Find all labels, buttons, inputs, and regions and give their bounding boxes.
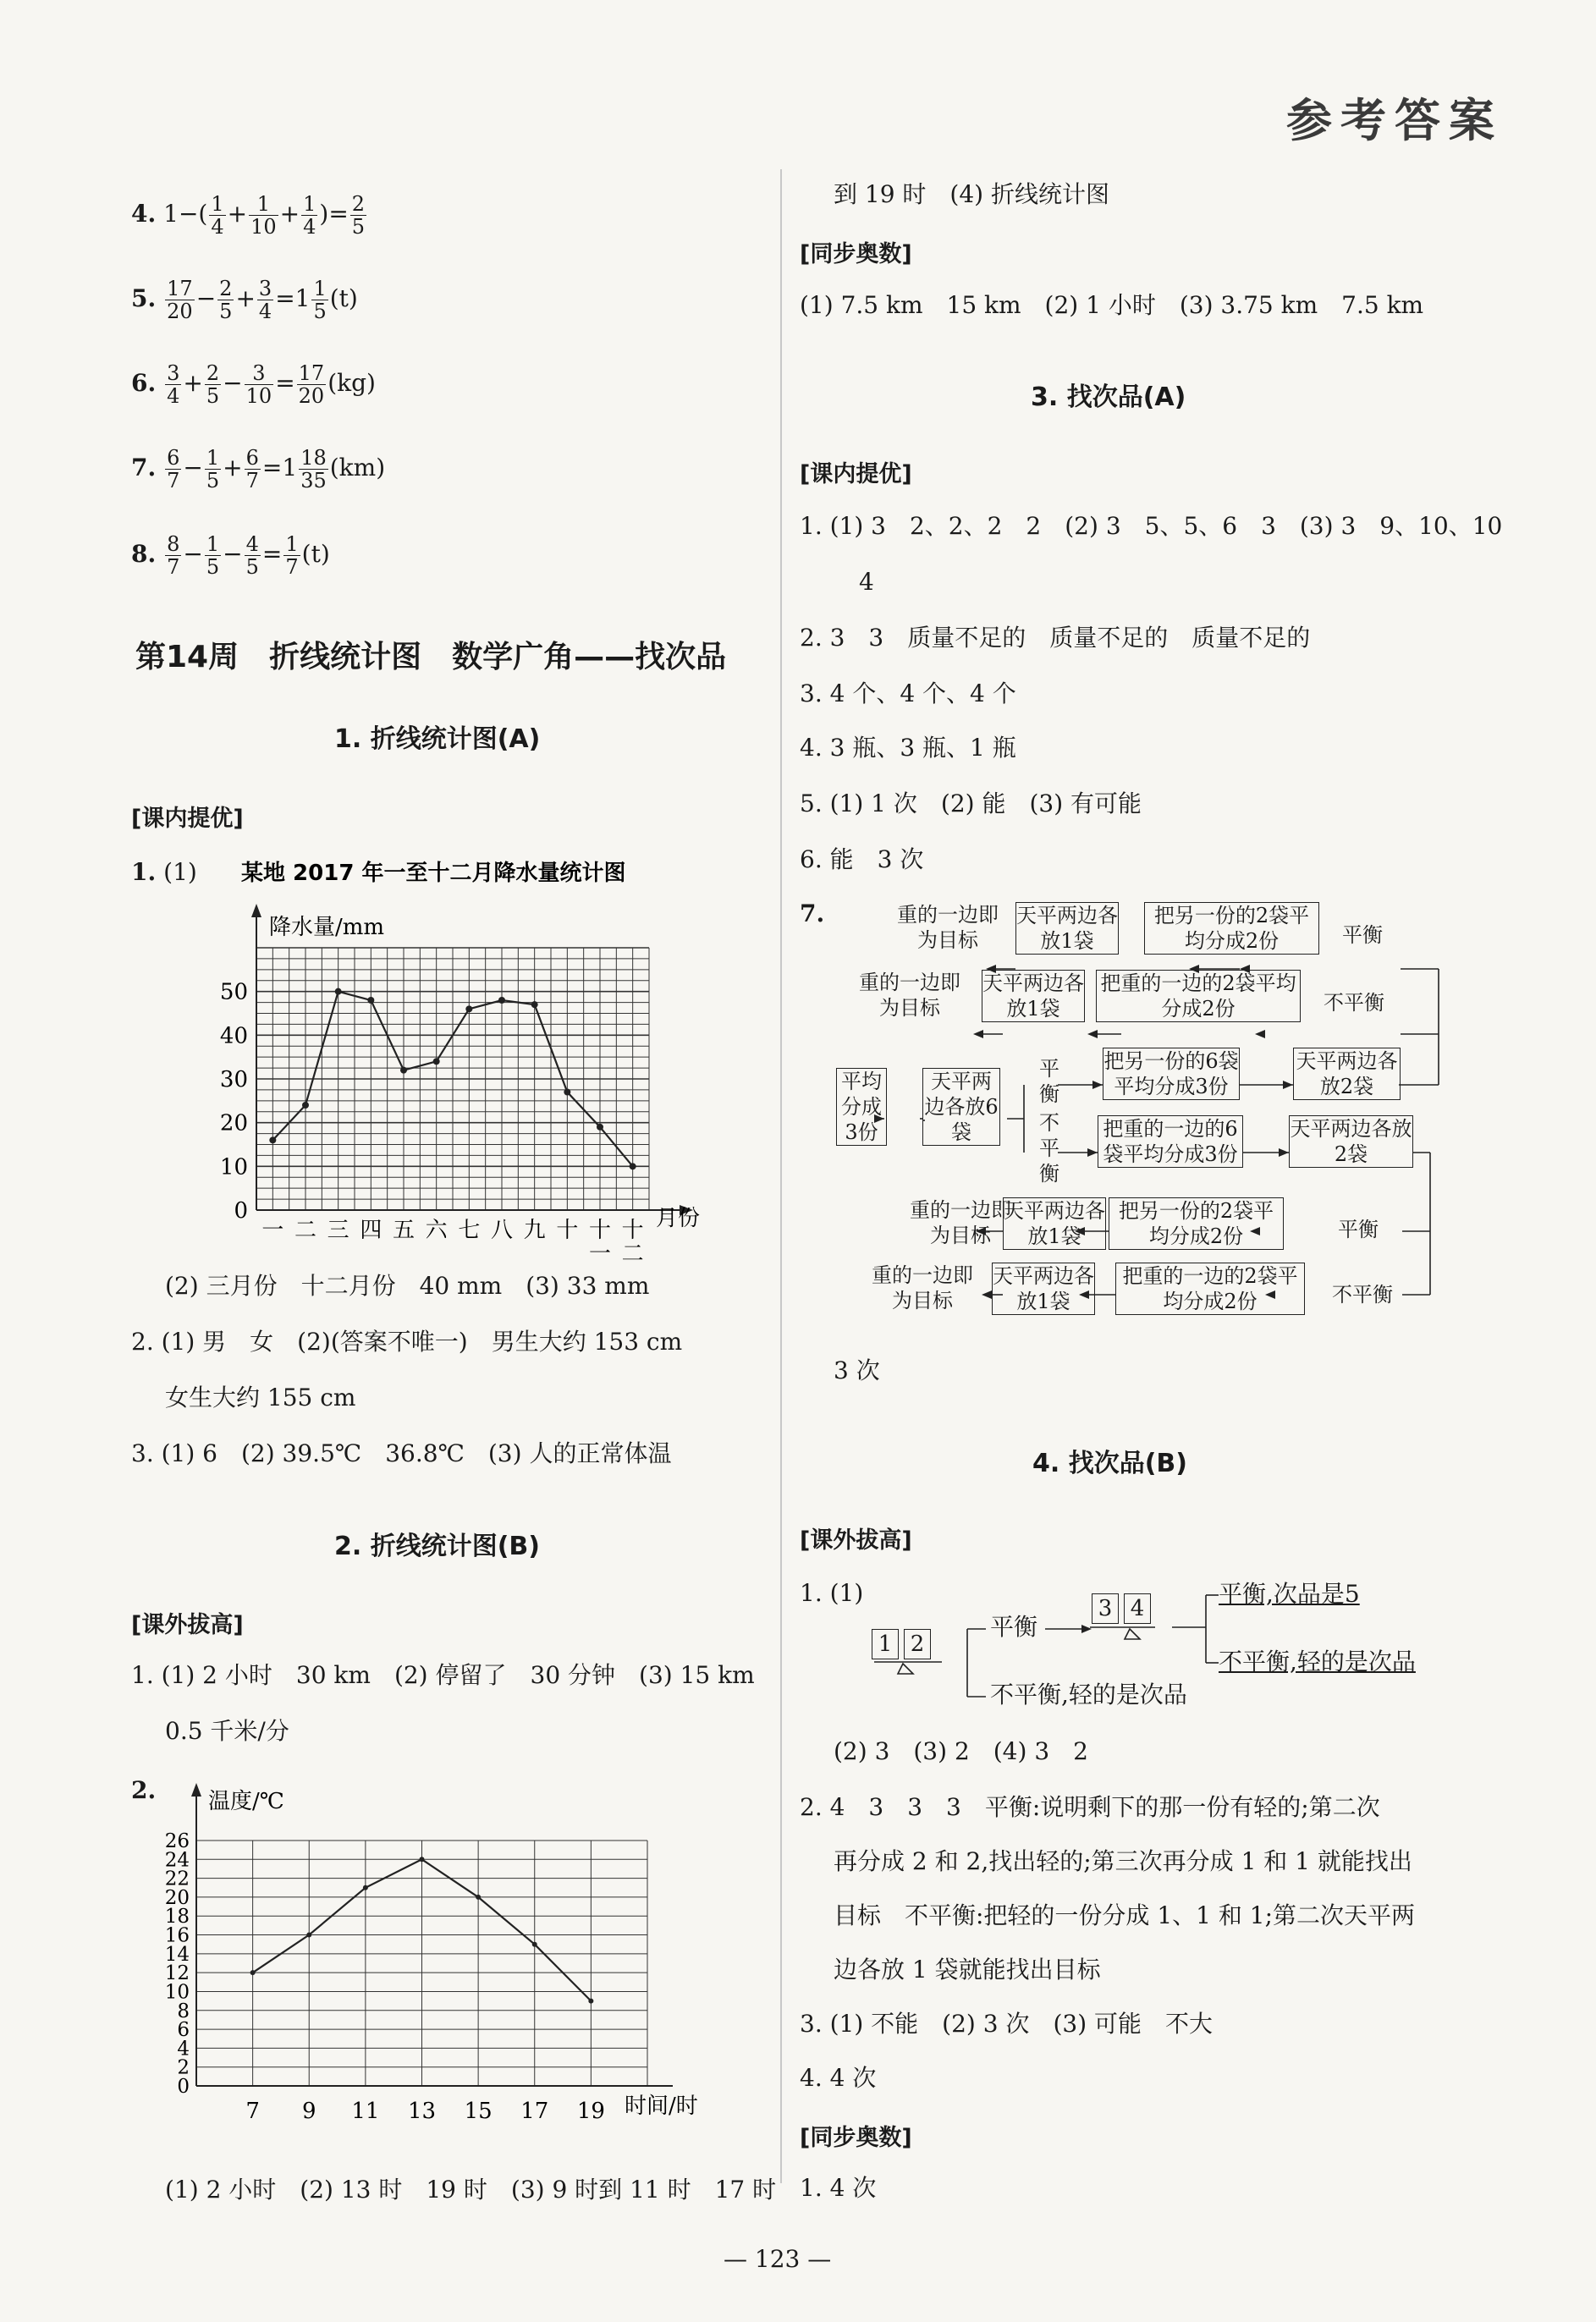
data-point [269, 1136, 276, 1143]
rainfall-line-chart [199, 855, 740, 1267]
sync-answer: (1) 7.5 km 15 km (2) 1 小时 (3) 3.75 km 7.5 km [800, 291, 1424, 319]
x-tick-label: 六 [425, 1218, 448, 1243]
sec2-q1-line1: 1. (1) 2 小时 30 km (2) 停留了 30 分钟 (3) 15 km [131, 1661, 755, 1689]
chart-axes [251, 904, 693, 1215]
y-tick-label: 22 [164, 1868, 190, 1890]
x-tick-label: 十一 [588, 1218, 612, 1267]
data-point [630, 1163, 636, 1169]
y-tick-label: 20 [219, 1110, 248, 1136]
x-tick-label: 八 [490, 1218, 514, 1243]
y-tick-label: 6 [177, 2019, 190, 2042]
y-tick-label: 0 [234, 1198, 248, 1224]
flow-each-1-box-3: 天平两边各放1袋 [1004, 1199, 1105, 1248]
chart-axes [191, 1783, 673, 2086]
y-tick-label: 30 [219, 1067, 248, 1092]
sec4-q1-rest: (2) 3 (3) 2 (4) 3 2 [834, 1737, 1088, 1765]
bag-box-3: 3 [1092, 1593, 1119, 1624]
y-tick-label: 18 [164, 1906, 190, 1929]
data-point [363, 1885, 368, 1890]
x-tick-label: 19 [576, 2099, 605, 2124]
answer-q7: 7. $\frac{6}{7}$ − $\frac{1}{5}$ + $\frac{6}{7}$ =1 $\frac{18}{35}$ (km) [131, 446, 386, 492]
flow-each-2-box-a: 天平两边各放2袋 [1293, 1048, 1401, 1100]
sec1-q3: 3. (1) 6 (2) 39.5℃ 36.8℃ (3) 人的正常体温 [131, 1439, 672, 1467]
answer-q8: 8. $\frac{8}{7}$ − $\frac{1}{5}$ − $\frac{4}{5}$ = $\frac{1}{7}$ (t) [131, 532, 330, 579]
y-tick-label: 14 [164, 1943, 190, 1966]
sec4-q2-line1: 2. 4 3 3 3 平衡:说明剩下的那一份有轻的;第二次 [800, 1793, 1380, 1821]
flow-each-1-box-1: 天平两边各放1袋 [1016, 904, 1118, 953]
x-tick-labels [261, 1218, 643, 1267]
y-tick-label: 40 [219, 1023, 248, 1049]
sec2-q1-line2: 0.5 千米/分 [165, 1717, 289, 1745]
flow-each-2-box-b: 天平两边各放2袋 [1290, 1117, 1412, 1166]
data-point [597, 1124, 603, 1131]
x-tick-label: 一 [261, 1218, 284, 1243]
sec3-q1-line1: 1. (1) 3 2、2、2 2 (2) 3 5、5、6 3 (3) 3 9、10、10 [800, 512, 1503, 540]
section-tag: [同步奥数] [800, 2125, 912, 2151]
data-point [433, 1058, 440, 1065]
y-axis-arrow [251, 904, 261, 917]
section-title-find-defective-b: 4. 找次品(B) [1032, 1449, 1188, 1478]
sec3-q1-line2: 4 [859, 568, 874, 596]
chart-grid [196, 1841, 647, 2086]
section-tag: [课外拔高] [131, 1612, 244, 1638]
x-tick-label: 三 [327, 1218, 349, 1243]
page-number: — 123 — [724, 2245, 832, 2273]
x-tick-label: 十 [556, 1218, 579, 1243]
flow-target-4: 重的一边即为目标 [872, 1263, 973, 1312]
sec4-q2-line3: 目标 不平衡:把轻的一份分成 1、1 和 1;第二次天平两 [834, 1901, 1416, 1929]
y-tick-label: 24 [164, 1849, 190, 1872]
data-point [588, 1999, 593, 2004]
sec4-q4: 4. 4 次 [800, 2064, 877, 2092]
y-tick-label: 26 [164, 1830, 190, 1852]
y-tick-label: 20 [164, 1886, 190, 1909]
bag-box-2: 2 [904, 1629, 931, 1659]
x-tick-label: 四 [360, 1218, 382, 1243]
data-point [476, 1895, 481, 1900]
sec1-q1-2: (2) 三月份 十二月份 40 mm (3) 33 mm [165, 1272, 650, 1300]
x-tick-label: 7 [245, 2099, 260, 2124]
flow-target-1: 重的一边即为目标 [897, 903, 999, 952]
q1-result-unbalance: 不平衡,轻的是次品 [1219, 1648, 1416, 1675]
y-tick-label: 50 [219, 979, 248, 1005]
flow-split-other-2-box-1: 把另一份的2袋平均分成2份 [1144, 902, 1319, 955]
y-tick-label: 10 [164, 1981, 190, 2004]
data-point [367, 997, 374, 1004]
y-tick-label: 4 [177, 2038, 190, 2061]
bag-box-1: 1 [872, 1629, 899, 1659]
x-tick-labels [245, 2099, 605, 2124]
answer-q6: 6. $\frac{3}{4}$ + $\frac{2}{5}$ − $\frac{3}{10}$ = $\frac{17}{20}$ (kg) [131, 361, 376, 408]
q1-label: 1. (1) [131, 858, 197, 886]
q1-unbalance-label: 不平衡,轻的是次品 [990, 1681, 1187, 1708]
answer-q4: 4. 1−( $\frac{1}{4}$ + $\frac{1}{10}$ + $\frac{1}{4}$ )= $\frac{2}{5}$ [131, 192, 366, 239]
answer-q5: 5. $\frac{17}{20}$ − $\frac{2}{5}$ + $\frac{3}{4}$ =1 $\frac{1}{5}$ (t) [131, 277, 358, 323]
x-tick-label: 二 [294, 1218, 317, 1243]
flow-split-heavy-2-box-1: 把重的一边的2袋平均分成2份 [1096, 970, 1301, 1022]
x-tick-label: 五 [392, 1218, 416, 1243]
sec3-q5: 5. (1) 1 次 (2) 能 (3) 有可能 [800, 790, 1142, 817]
data-point [250, 1970, 256, 1975]
flow-target-2: 重的一边即为目标 [859, 971, 960, 1020]
section-title-line-chart-a: 1. 折线统计图(A) [334, 724, 541, 754]
data-point [564, 1089, 570, 1096]
flow-each-1-box-2: 天平两边各放1袋 [982, 971, 1084, 1021]
sec3-q6: 6. 能 3 次 [800, 845, 924, 873]
flow-each-1-box-4: 天平两边各放1袋 [993, 1264, 1094, 1313]
data-point [335, 988, 342, 995]
chart-grid [256, 948, 649, 1210]
flow-unbalance-label: 不平衡 [1324, 991, 1384, 1015]
x-tick-label: 九 [523, 1218, 546, 1243]
flow-balance-label-2: 平衡 [1338, 1218, 1379, 1241]
data-point [465, 1005, 472, 1012]
week-title: 第14周 折线统计图 数学广角——找次品 [135, 640, 727, 674]
sec1-q2-line1: 2. (1) 男 女 (2)(答案不唯一) 男生大约 153 cm [131, 1328, 683, 1356]
y-tick-label: 8 [177, 2000, 190, 2022]
flow-target-3: 重的一边即为目标 [910, 1198, 1011, 1247]
flow-weigh-box: 天平两边各放6袋 [922, 1068, 1000, 1146]
q1-balance-label: 平衡 [990, 1613, 1038, 1641]
flow-unbalance-label-2: 不平衡 [1332, 1283, 1393, 1307]
flow-start-box: 平均分成3份 [836, 1068, 887, 1146]
sec4-q1-label: 1. (1) [800, 1579, 864, 1607]
y-axis-arrow [191, 1783, 201, 1797]
sec2-q2-answer: (1) 2 小时 (2) 13 时 19 时 (3) 9 时到 11 时 17 时 [165, 2176, 777, 2204]
sec3-q2: 2. 3 3 质量不足的 质量不足的 质量不足的 [800, 624, 1311, 652]
x-tick-label: 17 [520, 2099, 549, 2124]
section-tag: [同步奥数] [800, 241, 912, 267]
data-point [400, 1067, 407, 1074]
flow-balance-label: 平衡 [1342, 923, 1383, 947]
sec2-q2-label: 2. [131, 1776, 157, 1804]
data-point [302, 1102, 309, 1109]
data-point [532, 1942, 537, 1947]
y-axis-label: 温度/℃ [208, 1789, 284, 1814]
q1-result-balance: 平衡,次品是5 [1219, 1580, 1360, 1608]
y-tick-labels [220, 980, 248, 1224]
flow-split-other-2-box-2: 把另一份的2袋平均分成2份 [1109, 1197, 1284, 1250]
flow-unbalance-main: 不平衡 [1039, 1111, 1059, 1186]
y-tick-label: 2 [177, 2056, 190, 2079]
x-tick-label: 13 [407, 2099, 437, 2124]
sec4-q2-line2: 再分成 2 和 2,找出轻的;第三次再分成 1 和 1 就能找出 [834, 1847, 1412, 1875]
y-tick-label: 0 [177, 2076, 190, 2098]
y-tick-label: 12 [164, 1962, 190, 1985]
y-axis-label: 降水量/mm [269, 915, 385, 940]
y-tick-label: 10 [219, 1154, 248, 1180]
section-title-find-defective-a: 3. 找次品(A) [1031, 382, 1186, 412]
section-tag: [课内提优] [800, 461, 912, 487]
x-tick-label: 11 [351, 2099, 380, 2124]
flow-split-other-6-box: 把另一份的6袋平均分成3份 [1103, 1049, 1239, 1098]
column-divider [780, 169, 782, 2183]
data-point [306, 1933, 311, 1938]
chart-title: 某地 2017 年一至十二月降水量统计图 [241, 861, 626, 886]
flow-balance-main: 平衡 [1039, 1057, 1059, 1106]
temperature-line-chart [161, 1781, 753, 2137]
sync2-answer: 1. 4 次 [800, 2174, 877, 2202]
data-point [498, 997, 505, 1004]
sec4-q3: 3. (1) 不能 (2) 3 次 (3) 可能 不大 [800, 2010, 1214, 2038]
x-tick-label: 十二 [621, 1218, 644, 1267]
x-tick-label: 9 [301, 2099, 316, 2124]
sec4-q2-line4: 边各放 1 袋就能找出目标 [834, 1956, 1101, 1984]
sec3-q3: 3. 4 个、4 个、4 个 [800, 680, 1016, 707]
bag-box-4: 4 [1124, 1593, 1151, 1624]
data-point [420, 1857, 425, 1862]
x-tick-label: 七 [458, 1218, 481, 1243]
section-title-line-chart-b: 2. 折线统计图(B) [334, 1532, 541, 1561]
y-tick-labels [165, 1830, 190, 2098]
flow-split-heavy-2-box-2: 把重的一边的2袋平均分成2份 [1115, 1263, 1305, 1315]
sec3-q4: 4. 3 瓶、3 瓶、1 瓶 [800, 734, 1016, 762]
continued-line: 到 19 时 (4) 折线统计图 [834, 180, 1109, 208]
y-tick-label: 16 [164, 1924, 190, 1947]
section-tag: [课外拔高] [800, 1527, 912, 1554]
flow-split-heavy-6-box: 把重的一边的6袋平均分成3份 [1098, 1115, 1243, 1168]
section-tag: [课内提优] [131, 806, 244, 832]
x-axis-label: 时间/时 [625, 2094, 698, 2119]
data-point [531, 1001, 538, 1008]
sec3-q7-answer: 3 次 [834, 1356, 880, 1384]
x-axis-label: 月份 [656, 1206, 701, 1231]
sec1-q2-line2: 女生大约 155 cm [165, 1384, 356, 1411]
x-tick-label: 15 [464, 2099, 493, 2124]
page-header-title: 参考答案 [1286, 94, 1503, 147]
sec3-q7-label: 7. [800, 900, 825, 927]
